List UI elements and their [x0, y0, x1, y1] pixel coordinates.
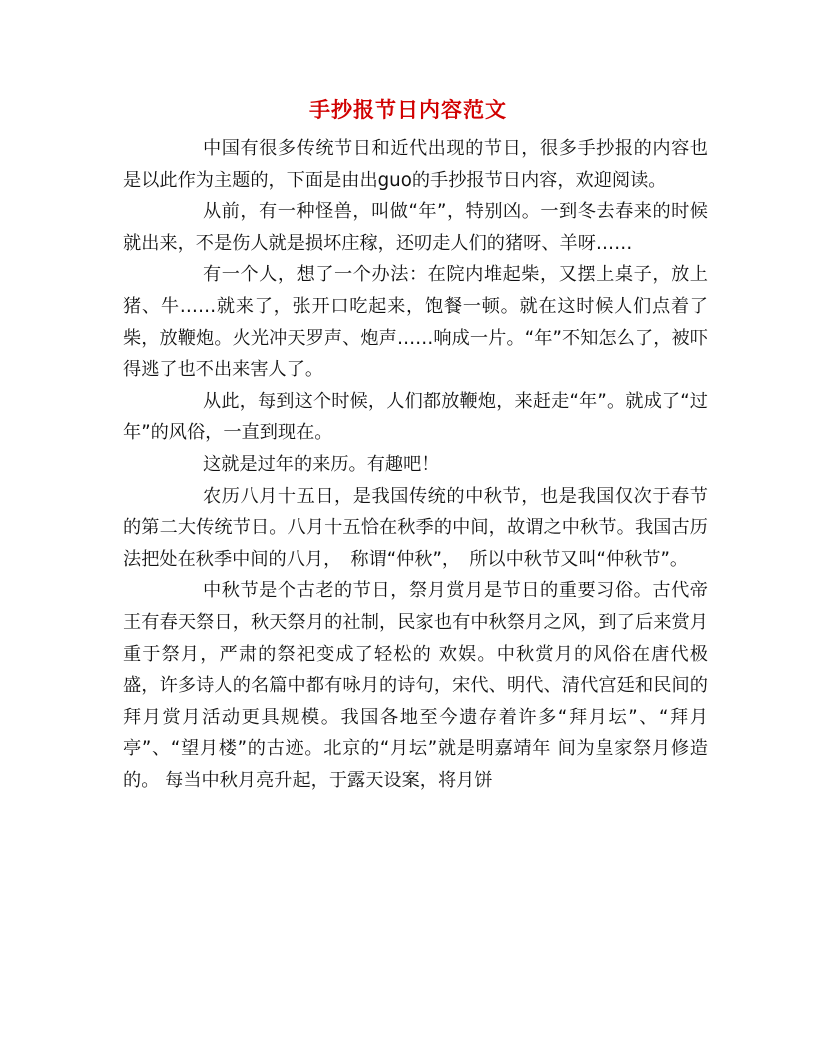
paragraph-new-year-origin: 这就是过年的来历。有趣吧！: [203, 453, 440, 475]
paragraph-intro: 中国有很多传统节日和近代出现的节日，很多手抄报的内容也是以此作为主题的，下面是由出guo的手抄报节日内容，欢迎阅读。: [123, 138, 708, 191]
paragraph-nian-beast: 从前，有一种怪兽，叫做“年”，特别凶。一到冬去春来的时候就出来，不是伤人就是损坏庄稼，还叨走人们的猪呀、羊呀……: [123, 201, 708, 254]
document-title: 手抄报节日内容范文: [309, 97, 507, 122]
paragraph-mid-autumn-history: 中秋节是个古老的节日，祭月赏月是节日的重要习俗。古代帝王有春天祭日，秋天祭月的社制，民家也有中秋祭月之风，到了后来赏月重于祭月，严肃的祭祀变成了轻松的 欢娱。中秋赏月的风俗在唐代极盛，许多诗人的名篇中都有咏月的诗句，宋代、明代、清代宫廷和民间的拜月赏月活动更具规模。我国各地至今遗存着许多“拜月坛”、“拜月亭”、“望月楼”的古迹。北京的“月坛”就是明嘉靖年 间为皇家祭月修造的。 每当中秋月亮升起，于露天设案，将月饼: [123, 580, 708, 791]
paragraph-firecracker-plan: 有一个人，想了一个办法：在院内堆起柴，又摆上桌子，放上猪、牛……就来了，张开口吃起来，饱餐一顿。就在这时候人们点着了柴，放鞭炮。火光冲天罗声、炮声……响成一片。“年”不知怎么了，被吓得逃了也不出来害人了。: [123, 264, 708, 381]
paragraph-mid-autumn-intro: 农历八月十五日，是我国传统的中秋节，也是我国仅次于春节的第二大传统节日。八月十五恰在秋季的中间，故谓之中秋节。我国古历法把处在秋季中间的八月， 称谓“仲秋”， 所以中秋节又叫“仲秋节”。: [123, 485, 708, 570]
paragraph-new-year-custom: 从此，每到这个时候，人们都放鞭炮，来赶走“年”。就成了“过年”的风俗，一直到现在。: [123, 390, 708, 444]
document-body: [123, 133, 708, 796]
